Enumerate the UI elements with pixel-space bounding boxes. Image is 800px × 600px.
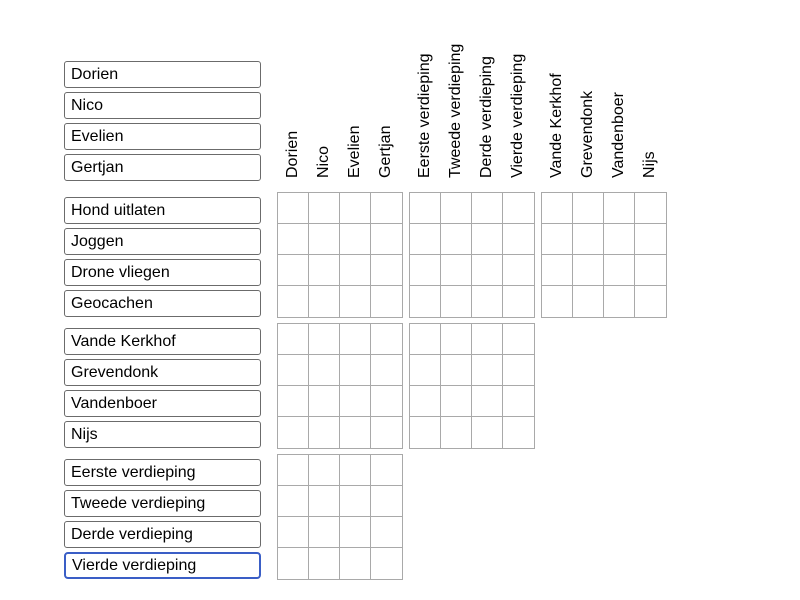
grid-cell[interactable]: [309, 286, 340, 317]
grid-cell[interactable]: [542, 286, 573, 317]
grid-cell[interactable]: [371, 455, 402, 486]
grid-cell[interactable]: [441, 224, 472, 255]
grid-cell[interactable]: [410, 386, 441, 417]
row-group-names: [64, 61, 261, 181]
grid-cell[interactable]: [309, 548, 340, 579]
col-header-tweede-verdieping: Tweede verdieping: [447, 43, 464, 178]
col-header-vande-kerkhof: Vande Kerkhof: [548, 73, 565, 178]
input-drone-vliegen[interactable]: [64, 259, 261, 286]
grid-cell[interactable]: [371, 386, 402, 417]
grid-cell[interactable]: [309, 517, 340, 548]
col-header-vandenboer: Vandenboer: [610, 92, 627, 178]
grid-cell[interactable]: [503, 224, 534, 255]
grid-cell[interactable]: [309, 324, 340, 355]
grid-cell[interactable]: [472, 324, 503, 355]
col-header-evelien: Evelien: [346, 125, 363, 178]
grid-cell[interactable]: [278, 417, 309, 448]
grid-cell[interactable]: [278, 255, 309, 286]
grid-cell[interactable]: [309, 417, 340, 448]
input-nijs[interactable]: [64, 421, 261, 448]
grid-cell[interactable]: [573, 224, 604, 255]
grid-cell[interactable]: [604, 193, 635, 224]
grid-cell[interactable]: [371, 324, 402, 355]
grid-cell[interactable]: [472, 255, 503, 286]
grid-cell[interactable]: [340, 324, 371, 355]
grid-cell[interactable]: [340, 255, 371, 286]
grid-cell[interactable]: [472, 286, 503, 317]
col-header-grevendonk: Grevendonk: [579, 90, 596, 178]
grid-cell[interactable]: [309, 224, 340, 255]
grid-cell[interactable]: [441, 355, 472, 386]
grid-cell[interactable]: [542, 224, 573, 255]
grid-cell[interactable]: [371, 486, 402, 517]
row-group-surnames: [64, 328, 261, 448]
grid-cell[interactable]: [278, 486, 309, 517]
grid-cell[interactable]: [340, 486, 371, 517]
grid-cell[interactable]: [542, 255, 573, 286]
grid-cell[interactable]: [340, 355, 371, 386]
col-header-group-names: [277, 6, 401, 178]
col-header-group-floors: [409, 6, 533, 178]
grid-cell[interactable]: [309, 255, 340, 286]
grid-cell[interactable]: [371, 355, 402, 386]
input-dorien[interactable]: [64, 61, 261, 88]
grid-cell[interactable]: [503, 386, 534, 417]
grid-cell[interactable]: [309, 386, 340, 417]
col-header-gertjan: Gertjan: [377, 125, 394, 178]
input-derde-verdieping[interactable]: [64, 521, 261, 548]
grid-cell[interactable]: [309, 355, 340, 386]
input-hond-uitlaten[interactable]: [64, 197, 261, 224]
grid-cell[interactable]: [472, 386, 503, 417]
input-nico[interactable]: [64, 92, 261, 119]
grid-cell[interactable]: [472, 355, 503, 386]
grid-cell[interactable]: [410, 417, 441, 448]
grid-cell[interactable]: [371, 193, 402, 224]
col-header-vierde-verdieping: Vierde verdieping: [509, 53, 526, 178]
grid-cell[interactable]: [635, 255, 666, 286]
grid-block-surnames-floors: [409, 323, 535, 449]
col-header-nico: Nico: [315, 145, 332, 178]
grid-cell[interactable]: [604, 224, 635, 255]
grid-cell[interactable]: [635, 286, 666, 317]
grid-cell[interactable]: [278, 455, 309, 486]
grid-cell[interactable]: [278, 517, 309, 548]
grid-cell[interactable]: [309, 486, 340, 517]
grid-cell[interactable]: [441, 386, 472, 417]
input-tweede-verdieping[interactable]: [64, 490, 261, 517]
grid-block-activities-floors: [409, 192, 535, 318]
grid-cell[interactable]: [371, 224, 402, 255]
col-header-nijs: Nijs: [641, 151, 658, 178]
input-evelien[interactable]: [64, 123, 261, 150]
input-grevendonk[interactable]: [64, 359, 261, 386]
grid-cell[interactable]: [472, 417, 503, 448]
grid-cell[interactable]: [441, 193, 472, 224]
grid-cell[interactable]: [371, 517, 402, 548]
input-geocachen[interactable]: [64, 290, 261, 317]
grid-cell[interactable]: [340, 417, 371, 448]
grid-cell[interactable]: [573, 193, 604, 224]
grid-cell[interactable]: [503, 286, 534, 317]
grid-cell[interactable]: [604, 286, 635, 317]
grid-block-floors-names: [277, 454, 403, 580]
col-header-group-surnames: [541, 6, 665, 178]
grid-cell[interactable]: [503, 255, 534, 286]
grid-cell[interactable]: [340, 193, 371, 224]
col-header-eerste-verdieping: Eerste verdieping: [416, 53, 433, 178]
grid-cell[interactable]: [503, 193, 534, 224]
grid-cell[interactable]: [278, 324, 309, 355]
grid-cell[interactable]: [278, 386, 309, 417]
grid-cell[interactable]: [604, 255, 635, 286]
grid-cell[interactable]: [340, 224, 371, 255]
grid-cell[interactable]: [410, 193, 441, 224]
grid-cell[interactable]: [503, 324, 534, 355]
grid-cell[interactable]: [278, 286, 309, 317]
grid-cell[interactable]: [278, 355, 309, 386]
grid-cell[interactable]: [410, 324, 441, 355]
grid-cell[interactable]: [573, 255, 604, 286]
grid-cell[interactable]: [309, 193, 340, 224]
grid-cell[interactable]: [278, 548, 309, 579]
col-header-derde-verdieping: Derde verdieping: [478, 56, 495, 178]
grid-cell[interactable]: [340, 548, 371, 579]
input-eerste-verdieping[interactable]: [64, 459, 261, 486]
input-vierde-verdieping-focused[interactable]: [64, 552, 261, 579]
input-vande-kerkhof[interactable]: [64, 328, 261, 355]
grid-cell[interactable]: [503, 417, 534, 448]
grid-cell[interactable]: [472, 224, 503, 255]
input-gertjan[interactable]: [64, 154, 261, 181]
input-joggen[interactable]: [64, 228, 261, 255]
grid-block-activities-surnames: [541, 192, 667, 318]
grid-cell[interactable]: [635, 193, 666, 224]
grid-block-surnames-names: [277, 323, 403, 449]
grid-cell[interactable]: [371, 255, 402, 286]
grid-cell[interactable]: [340, 386, 371, 417]
grid-cell[interactable]: [441, 286, 472, 317]
grid-cell[interactable]: [309, 455, 340, 486]
grid-cell[interactable]: [340, 455, 371, 486]
grid-cell[interactable]: [441, 255, 472, 286]
grid-cell[interactable]: [472, 193, 503, 224]
grid-cell[interactable]: [441, 417, 472, 448]
grid-cell[interactable]: [410, 286, 441, 317]
row-group-floors: [64, 459, 261, 579]
grid-cell[interactable]: [410, 355, 441, 386]
grid-cell[interactable]: [371, 286, 402, 317]
grid-cell[interactable]: [410, 255, 441, 286]
col-header-dorien: Dorien: [284, 130, 301, 178]
grid-cell[interactable]: [371, 417, 402, 448]
grid-cell[interactable]: [340, 517, 371, 548]
grid-cell[interactable]: [542, 193, 573, 224]
grid-block-activities-names: [277, 192, 403, 318]
grid-cell[interactable]: [278, 224, 309, 255]
input-vandenboer[interactable]: [64, 390, 261, 417]
grid-cell[interactable]: [441, 324, 472, 355]
grid-cell[interactable]: [371, 548, 402, 579]
grid-cell[interactable]: [503, 355, 534, 386]
grid-cell[interactable]: [340, 286, 371, 317]
grid-cell[interactable]: [635, 224, 666, 255]
row-group-activities: [64, 197, 261, 317]
grid-cell[interactable]: [278, 193, 309, 224]
grid-cell[interactable]: [573, 286, 604, 317]
grid-cell[interactable]: [410, 224, 441, 255]
